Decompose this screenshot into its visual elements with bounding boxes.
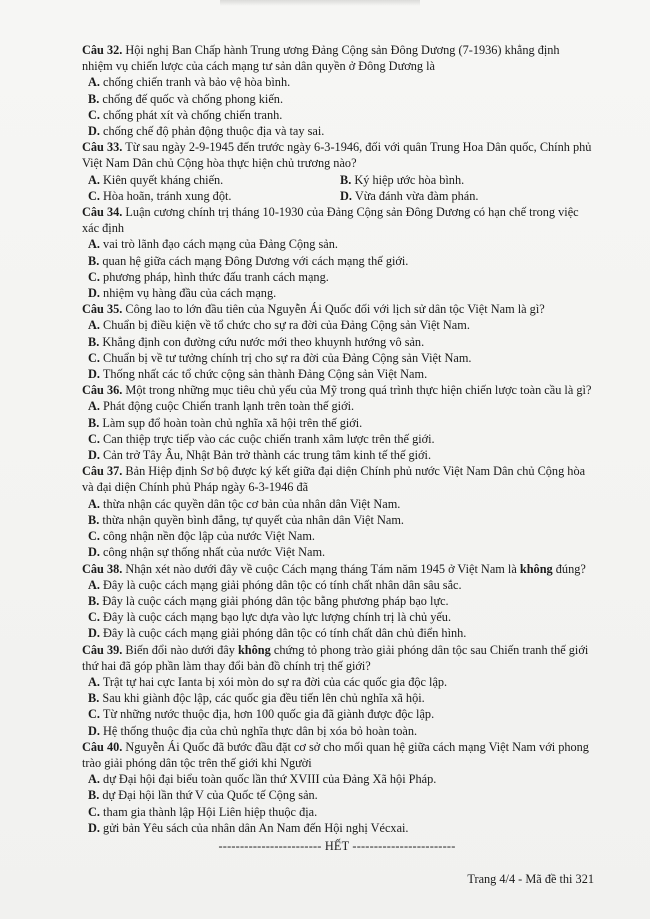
question-35 (82, 301, 592, 317)
question-text: Luận cương chính trị tháng 10-1930 của Đảng Cộng sản Đông Dương có hạn chế trong việc xác định (82, 205, 579, 236)
page-footer: Trang 4/4 - Mã đề thi 321 (467, 872, 594, 886)
option-a: A. Kiên quyết kháng chiến. (88, 172, 224, 187)
option-b: B. Khẳng định con đường cứu nước mới theo khuynh hướng vô sản. (88, 334, 425, 349)
question-36 (82, 382, 592, 398)
question-text: Từ sau ngày 2-9-1945 đến trước ngày 6-3-1946, đối với quân Trung Hoa Dân quốc, Chính phủ Việt Nam Dân chủ Cộng hòa thực hiện chủ trương nào? (82, 140, 592, 171)
option-a: A. Chuẩn bị điều kiện về tổ chức cho sự ra đời của Đảng Cộng sản Việt Nam. (88, 318, 470, 333)
option-a: A. vai trò lãnh đạo cách mạng của Đảng Cộng sản. (88, 237, 338, 252)
option-a: A. Phát động cuộc Chiến tranh lạnh trên toàn thế giới. (88, 399, 355, 414)
option-d: D. Đây là cuộc cách mạng giải phóng dân tộc có tính chất dân chủ điển hình. (88, 626, 467, 641)
option-b: B. Làm sụp đổ hoàn toàn chủ nghĩa xã hội trên thế giới. (88, 415, 363, 430)
option-row (88, 172, 592, 188)
option-a: A. dự Đại hội đại biểu toàn quốc lần thứ XVIII của Đảng Xã hội Pháp. (88, 772, 437, 787)
question-text: Một trong những mục tiêu chủ yếu của Mỹ trong quá trình thực hiện chiến lược toàn cầu là gì? (125, 383, 592, 398)
option-b: B. Đây là cuộc cách mạng giải phóng dân tộc bằng phương pháp bạo lực. (88, 593, 449, 608)
option-d: D. Hệ thống thuộc địa của chủ nghĩa thực dân bị xóa bỏ hoàn toàn. (88, 723, 418, 738)
option-d: D. Thống nhất các tổ chức cộng sản thành Đảng Cộng sản Việt Nam. (88, 367, 428, 382)
option-a: A. chống chiến tranh và bảo vệ hòa bình. (88, 75, 291, 90)
option-d: D. chống chế độ phản động thuộc địa và tay sai. (88, 124, 325, 139)
question-37 (82, 463, 592, 495)
question-38 (82, 561, 592, 577)
option-c: C. Hòa hoãn, tránh xung đột. (88, 188, 232, 203)
option-c: C. chống phát xít và chống chiến tranh. (88, 107, 283, 122)
option-b: B. thừa nhận quyền bình đẳng, tự quyết của nhân dân Việt Nam. (88, 512, 404, 527)
option-d: D. Vừa đánh vừa đàm phán. (340, 188, 479, 203)
question-text: Biến đổi nào dưới đây không chứng tỏ phong trào giải phóng dân tộc sau Chiến tranh thế giới thứ hai đã góp phần làm thay đổi bản đồ chính trị thế giới? (82, 642, 589, 673)
question-number: Câu 32. (82, 43, 123, 57)
option-d: D. Cản trở Tây Âu, Nhật Bản trở thành các trung tâm kinh tế thế giới. (88, 448, 432, 463)
option-b: B. Sau khi giành độc lập, các quốc gia đều tiến lên chủ nghĩa xã hội. (88, 691, 425, 706)
question-text: Bản Hiệp định Sơ bộ được ký kết giữa đại diện Chính phủ nước Việt Nam Dân chủ Cộng hòa và đại diện Chính phủ Pháp ngày 6-3-1946 đã (82, 464, 586, 495)
question-number: Câu 35. (82, 302, 123, 317)
question-number: Câu 38. (82, 561, 123, 576)
question-text: Hội nghị Ban Chấp hành Trung ương Đảng Cộng sản Đông Dương (7-1936) khẳng định nhiệm vụ chiến lược của cách mạng tư sản dân quyền ở Đông Dương là (82, 43, 560, 74)
option-b: B. quan hệ giữa cách mạng Đông Dương với cách mạng thế giới. (88, 253, 409, 268)
exam-content (82, 42, 592, 866)
question-34 (82, 204, 592, 236)
scan-edge (220, 0, 420, 6)
question-text: Công lao to lớn đầu tiên của Nguyễn Ái Quốc đối với lịch sử dân tộc Việt Nam là gì? (125, 302, 545, 317)
option-d: D. nhiệm vụ hàng đầu của cách mạng. (88, 286, 277, 301)
option-c: C. Can thiệp trực tiếp vào các cuộc chiến tranh xâm lược trên thế giới. (88, 431, 435, 446)
question-number: Câu 37. (82, 464, 123, 479)
question-number: Câu 39. (82, 642, 123, 657)
option-c: C. Chuẩn bị về tư tưởng chính trị cho sự ra đời của Đảng Cộng sản Việt Nam. (88, 350, 472, 365)
option-a: A. Trật tự hai cực Ianta bị xói mòn do sự ra đời của các quốc gia độc lập. (88, 674, 448, 689)
question-number: Câu 34. (82, 205, 123, 220)
question-number: Câu 33. (82, 140, 123, 155)
question-text: Nguyễn Ái Quốc đã bước đầu đặt cơ sở cho mối quan hệ giữa cách mạng Việt Nam với phong trào giải phóng dân tộc trên thế giới khi Người (82, 739, 589, 770)
question-32 (82, 42, 592, 74)
option-b: B. Ký hiệp ước hòa bình. (340, 172, 465, 187)
option-c: C. Đây là cuộc cách mạng bạo lực dựa vào lực lượng chính trị là chủ yếu. (88, 610, 452, 625)
question-text: Nhận xét nào dưới đây về cuộc Cách mạng tháng Tám năm 1945 ở Việt Nam là không đúng? (125, 561, 586, 576)
option-a: A. thừa nhận các quyền dân tộc cơ bản của nhân dân Việt Nam. (88, 496, 401, 511)
option-d: D. công nhận sự thống nhất của nước Việt Nam. (88, 545, 326, 560)
question-40 (82, 739, 592, 771)
question-number: Câu 40. (82, 739, 123, 754)
option-d: D. gửi bản Yêu sách của nhân dân An Nam đến Hội nghị Vécxai. (88, 820, 409, 835)
option-c: C. công nhận nền độc lập của nước Việt Nam. (88, 529, 316, 544)
end-marker: ------------------------ HẾT ------------------------ (218, 838, 456, 853)
question-number: Câu 36. (82, 383, 123, 398)
option-c: C. phương pháp, hình thức đấu tranh cách mạng. (88, 269, 329, 284)
option-b: B. chống đế quốc và chống phong kiến. (88, 91, 284, 106)
option-c: C. Từ những nước thuộc địa, hơn 100 quốc gia đã giành được độc lập. (88, 707, 435, 722)
option-c: C. tham gia thành lập Hội Liên hiệp thuộc địa. (88, 804, 318, 819)
option-row (88, 188, 592, 204)
option-b: B. dự Đại hội lần thứ V của Quốc tế Cộng sản. (88, 788, 318, 803)
option-a: A. Đây là cuộc cách mạng giải phóng dân tộc có tính chất nhân dân sâu sắc. (88, 577, 462, 592)
question-39 (82, 642, 592, 674)
question-33 (82, 139, 592, 171)
